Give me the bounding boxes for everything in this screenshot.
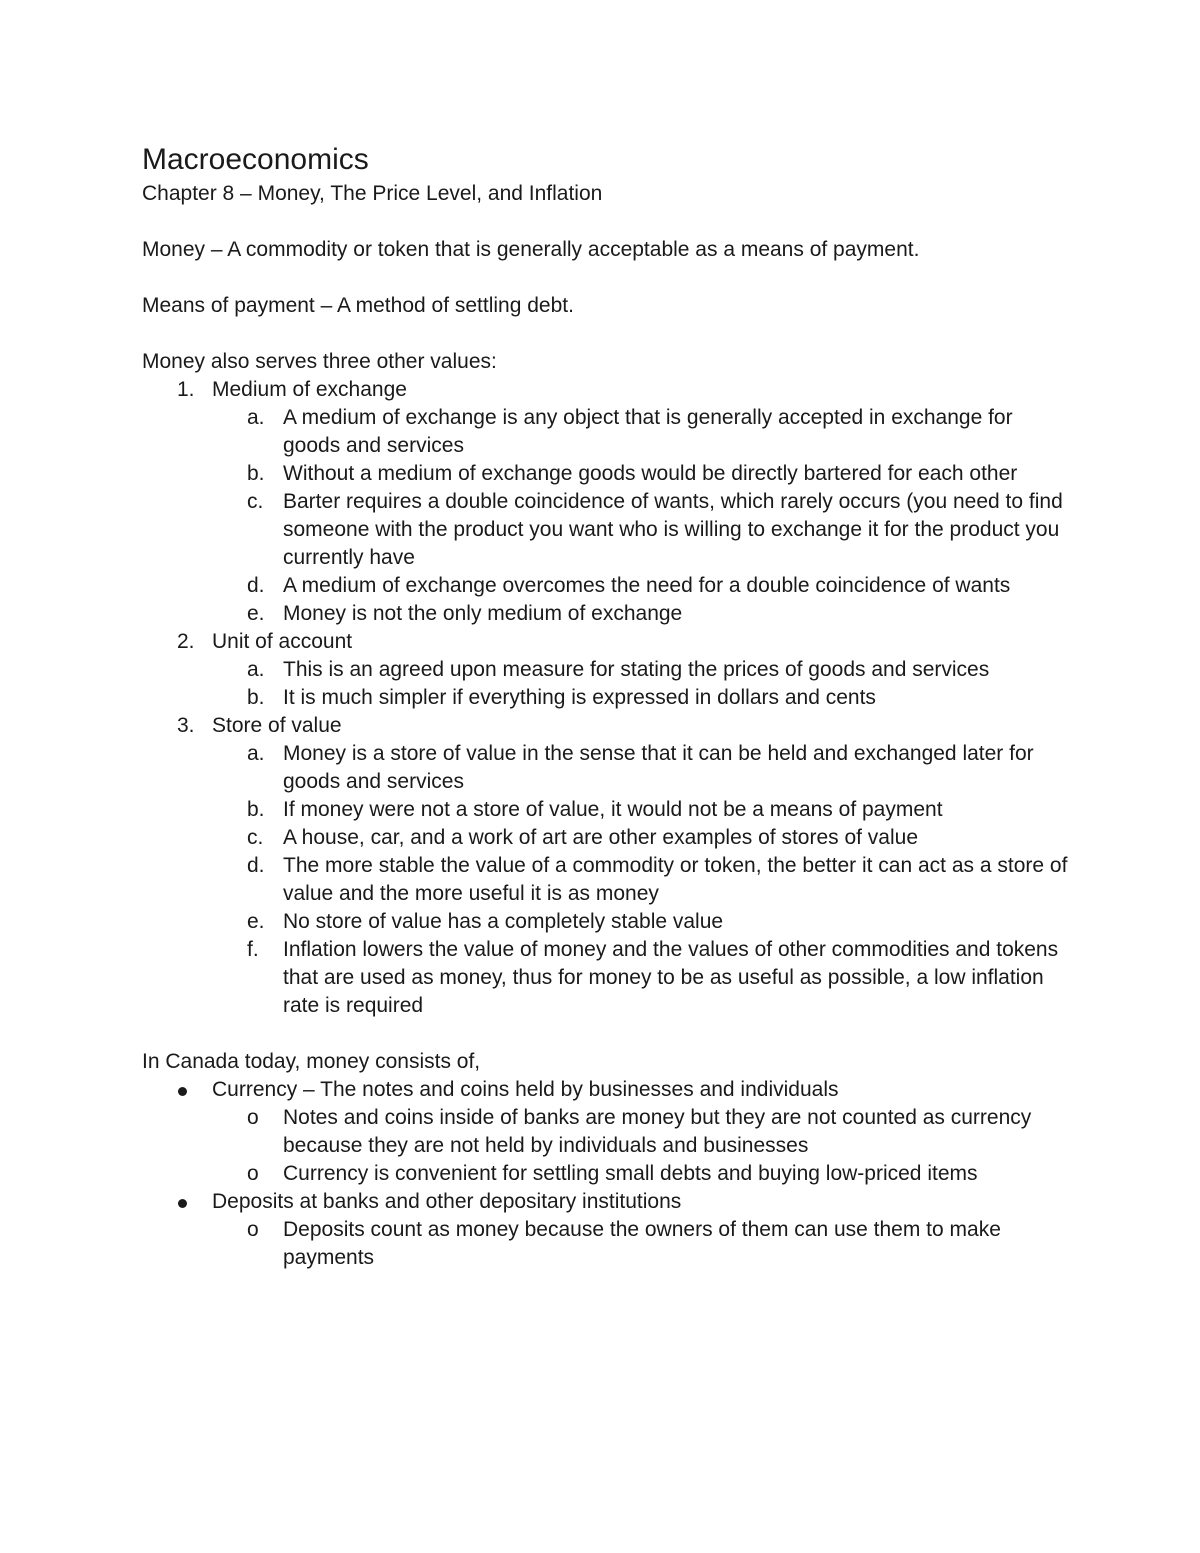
bullet-item — [142, 1076, 1072, 1104]
list-item-text: Without a medium of exchange goods would be directly bartered for each other — [283, 462, 1018, 485]
list-marker: e. — [247, 602, 265, 625]
list-marker: d. — [247, 574, 265, 597]
list-marker: 2. — [177, 630, 195, 653]
sub-list-item — [142, 460, 1072, 488]
canada-list — [142, 1076, 1072, 1272]
list-marker: b. — [247, 686, 265, 709]
sub-bullet-text: Currency is convenient for settling small debts and buying low-priced items — [283, 1162, 978, 1185]
sub-list-item — [142, 404, 1072, 460]
list-item-label: Medium of exchange — [212, 378, 407, 401]
definition-money: Money – A commodity or token that is generally acceptable as a means of payment. — [142, 238, 920, 261]
list-marker: b. — [247, 462, 265, 485]
sub-list-item — [142, 572, 1072, 600]
sub-list-item — [142, 796, 1072, 824]
page-title: Macroeconomics — [142, 143, 369, 176]
sub-list-item — [142, 908, 1072, 936]
sub-bullet-text: Deposits count as money because the owners of them can use them to make payments — [283, 1218, 1001, 1269]
sub-list-item — [142, 684, 1072, 712]
list-item-text: This is an agreed upon measure for stating the prices of goods and services — [283, 658, 990, 681]
sub-list-item — [142, 600, 1072, 628]
sub-list-item — [142, 824, 1072, 852]
functions-list — [142, 376, 1072, 1020]
list-item-text: Inflation lowers the value of money and the values of other commodities and tokens that are used as money, thus for money to be as useful as possible, a low inflation rate is required — [283, 938, 1059, 1017]
list-marker: a. — [247, 742, 265, 765]
sub-bullet-item — [142, 1160, 1072, 1188]
list-item-text: Money is a store of value in the sense that it can be held and exchanged later for goods and services — [283, 742, 1034, 793]
sub-bullet-marker: o — [247, 1162, 259, 1185]
definition-means-of-payment: Means of payment – A method of settling debt. — [142, 294, 574, 317]
list-marker: c. — [247, 490, 264, 513]
list-marker: 1. — [177, 378, 195, 401]
canada-intro: In Canada today, money consists of, — [142, 1050, 481, 1073]
list-marker: b. — [247, 798, 265, 821]
sub-list-item — [142, 740, 1072, 796]
sub-list-item — [142, 852, 1072, 908]
list-item — [142, 628, 1072, 656]
list-marker: e. — [247, 910, 265, 933]
list-item — [142, 376, 1072, 404]
bullet-item — [142, 1188, 1072, 1216]
list-marker: f. — [247, 938, 259, 961]
bullet-item-label: Deposits at banks and other depositary institutions — [212, 1190, 682, 1213]
list-item-label: Store of value — [212, 714, 342, 737]
list-item-text: Money is not the only medium of exchange — [283, 602, 683, 625]
bullet-item-label: Currency – The notes and coins held by businesses and individuals — [212, 1078, 839, 1101]
sub-bullet-marker: o — [247, 1106, 259, 1129]
list-item — [142, 712, 1072, 740]
sub-list-item — [142, 656, 1072, 684]
document-page — [142, 140, 1072, 1272]
list-item-text: Barter requires a double coincidence of wants, which rarely occurs (you need to find someone with the product you want who is willing to exchange it for the product you currently have — [283, 490, 1063, 569]
bullet-icon — [178, 1087, 187, 1096]
sub-bullet-marker: o — [247, 1218, 259, 1241]
bullet-icon — [178, 1199, 187, 1208]
list-item-text: If money were not a store of value, it would not be a means of payment — [283, 798, 943, 821]
list-item-text: It is much simpler if everything is expressed in dollars and cents — [283, 686, 876, 709]
chapter-subtitle: Chapter 8 – Money, The Price Level, and Inflation — [142, 182, 603, 205]
sub-bullet-item — [142, 1216, 1072, 1272]
list-item-text: The more stable the value of a commodity or token, the better it can act as a store of value and the more useful it is as money — [283, 854, 1068, 905]
list-item-text: No store of value has a completely stable value — [283, 910, 724, 933]
list-marker: a. — [247, 658, 265, 681]
sub-list-item — [142, 488, 1072, 572]
sub-bullet-item — [142, 1104, 1072, 1160]
functions-intro: Money also serves three other values: — [142, 350, 497, 373]
list-marker: c. — [247, 826, 264, 849]
list-item-text: A medium of exchange overcomes the need for a double coincidence of wants — [283, 574, 1011, 597]
list-item-text: A medium of exchange is any object that is generally accepted in exchange for goods and services — [283, 406, 1013, 457]
list-item-text: A house, car, and a work of art are other examples of stores of value — [283, 826, 919, 849]
sub-list-item — [142, 936, 1072, 1020]
sub-bullet-text: Notes and coins inside of banks are money but they are not counted as currency because they are not held by individuals and businesses — [283, 1106, 1032, 1157]
list-marker: d. — [247, 854, 265, 877]
list-marker: 3. — [177, 714, 195, 737]
list-item-label: Unit of account — [212, 630, 353, 653]
list-marker: a. — [247, 406, 265, 429]
